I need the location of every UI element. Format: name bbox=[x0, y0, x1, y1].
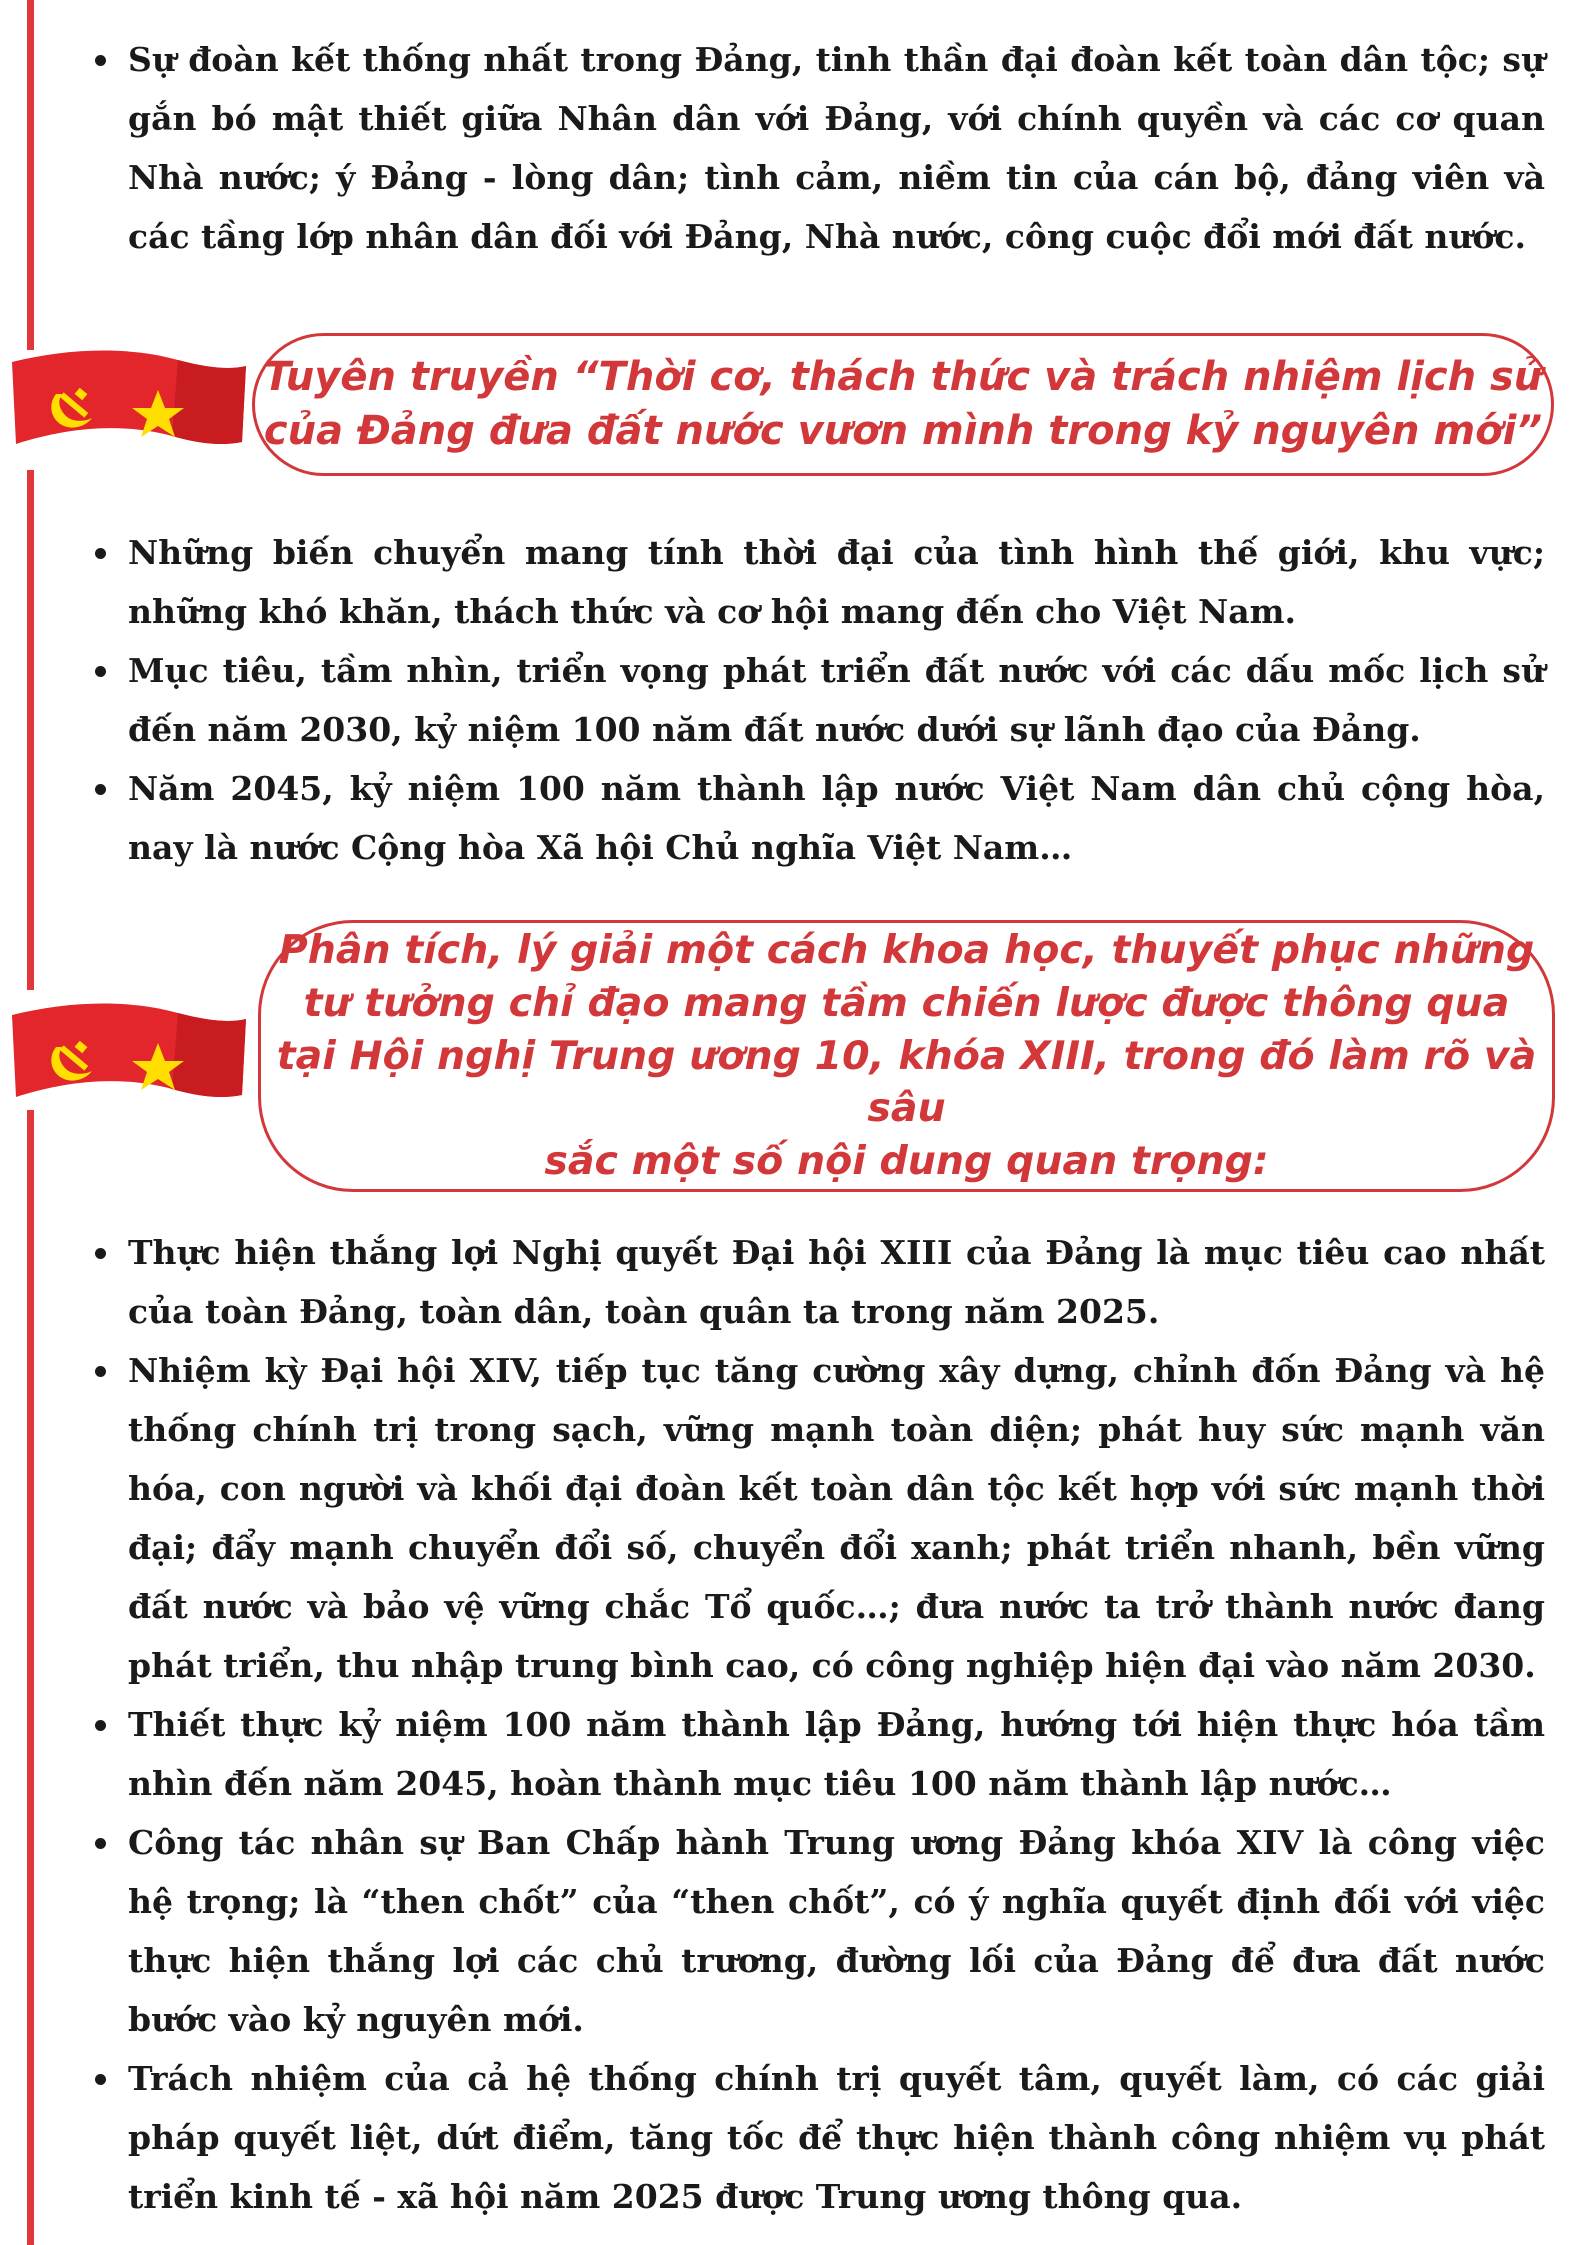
list-item: Thực hiện thắng lợi Nghị quyết Đại hội XIII của Đảng là mục tiêu cao nhất của toàn Đảng, toàn dân, toàn quân ta trong năm 2025. bbox=[90, 1223, 1545, 1341]
list-item: Sự đoàn kết thống nhất trong Đảng, tinh thần đại đoàn kết toàn dân tộc; sự gắn bó mật thiết giữa Nhân dân với Đảng, với chính quyền và các cơ quan Nhà nước; ý Đảng - lòng dân; tình cảm, niềm tin của cán bộ, đảng viên và các tầng lớp nhân dân đối với Đảng, Nhà nước, công cuộc đổi mới đất nước. bbox=[90, 30, 1545, 266]
bullet-list-2 bbox=[90, 523, 1545, 877]
bullet-list-1 bbox=[90, 30, 1545, 266]
heading-line: của Đảng đưa đất nước vươn mình trong kỷ nguyên mới” bbox=[263, 407, 1543, 454]
list-item: Trách nhiệm của cả hệ thống chính trị quyết tâm, quyết làm, có các giải pháp quyết liệt, dứt điểm, tăng tốc để thực hiện thành công nhiệm vụ phát triển kinh tế - xã hội năm 2025 được Trung ương thông qua. bbox=[90, 2049, 1545, 2226]
timeline-rule-bottom bbox=[27, 1110, 34, 2245]
heading-line: sắc một số nội dung quan trọng: bbox=[544, 1138, 1269, 1185]
heading-pill-2 bbox=[258, 920, 1555, 1192]
list-item: Những biến chuyển mang tính thời đại của tình hình thế giới, khu vực; những khó khăn, thách thức và cơ hội mang đến cho Việt Nam. bbox=[90, 523, 1545, 641]
heading-line: Phân tích, lý giải một cách khoa học, thuyết phục những bbox=[278, 926, 1535, 973]
section-2 bbox=[90, 523, 1545, 877]
section-1 bbox=[90, 30, 1545, 266]
timeline-rule-middle bbox=[27, 470, 34, 990]
heading-pill-1 bbox=[252, 333, 1554, 476]
section-3 bbox=[90, 1223, 1545, 2226]
list-item: Năm 2045, kỷ niệm 100 năm thành lập nước Việt Nam dân chủ cộng hòa, nay là nước Cộng hòa Xã hội Chủ nghĩa Việt Nam… bbox=[90, 759, 1545, 877]
party-flag-icon bbox=[8, 995, 248, 1115]
heading-line: Tuyên truyền “Thời cơ, thách thức và trách nhiệm lịch sử bbox=[263, 353, 1543, 400]
heading-line: tư tưởng chỉ đạo mang tầm chiến lược được thông qua bbox=[303, 979, 1510, 1026]
list-item: Nhiệm kỳ Đại hội XIV, tiếp tục tăng cường xây dựng, chỉnh đốn Đảng và hệ thống chính trị trong sạch, vững mạnh toàn diện; phát huy sức mạnh văn hóa, con người và khối đại đoàn kết toàn dân tộc kết hợp với sức mạnh thời đại; đẩy mạnh chuyển đổi số, chuyển đổi xanh; phát triển nhanh, bền vững đất nước và bảo vệ vững chắc Tổ quốc…; đưa nước ta trở thành nước đang phát triển, thu nhập trung bình cao, có công nghiệp hiện đại vào năm 2030. bbox=[90, 1341, 1545, 1695]
party-flag-icon bbox=[8, 342, 248, 462]
timeline-rule-top bbox=[27, 0, 34, 350]
heading-line: tại Hội nghị Trung ương 10, khóa XIII, trong đó làm rõ và sâu bbox=[276, 1032, 1537, 1132]
list-item: Thiết thực kỷ niệm 100 năm thành lập Đảng, hướng tới hiện thực hóa tầm nhìn đến năm 2045, hoàn thành mục tiêu 100 năm thành lập nước… bbox=[90, 1695, 1545, 1813]
list-item: Mục tiêu, tầm nhìn, triển vọng phát triển đất nước với các dấu mốc lịch sử đến năm 2030, kỷ niệm 100 năm đất nước dưới sự lãnh đạo của Đảng. bbox=[90, 641, 1545, 759]
bullet-list-3 bbox=[90, 1223, 1545, 2226]
list-item: Công tác nhân sự Ban Chấp hành Trung ương Đảng khóa XIV là công việc hệ trọng; là “then chốt” của “then chốt”, có ý nghĩa quyết định đối với việc thực hiện thắng lợi các chủ trương, đường lối của Đảng để đưa đất nước bước vào kỷ nguyên mới. bbox=[90, 1813, 1545, 2049]
